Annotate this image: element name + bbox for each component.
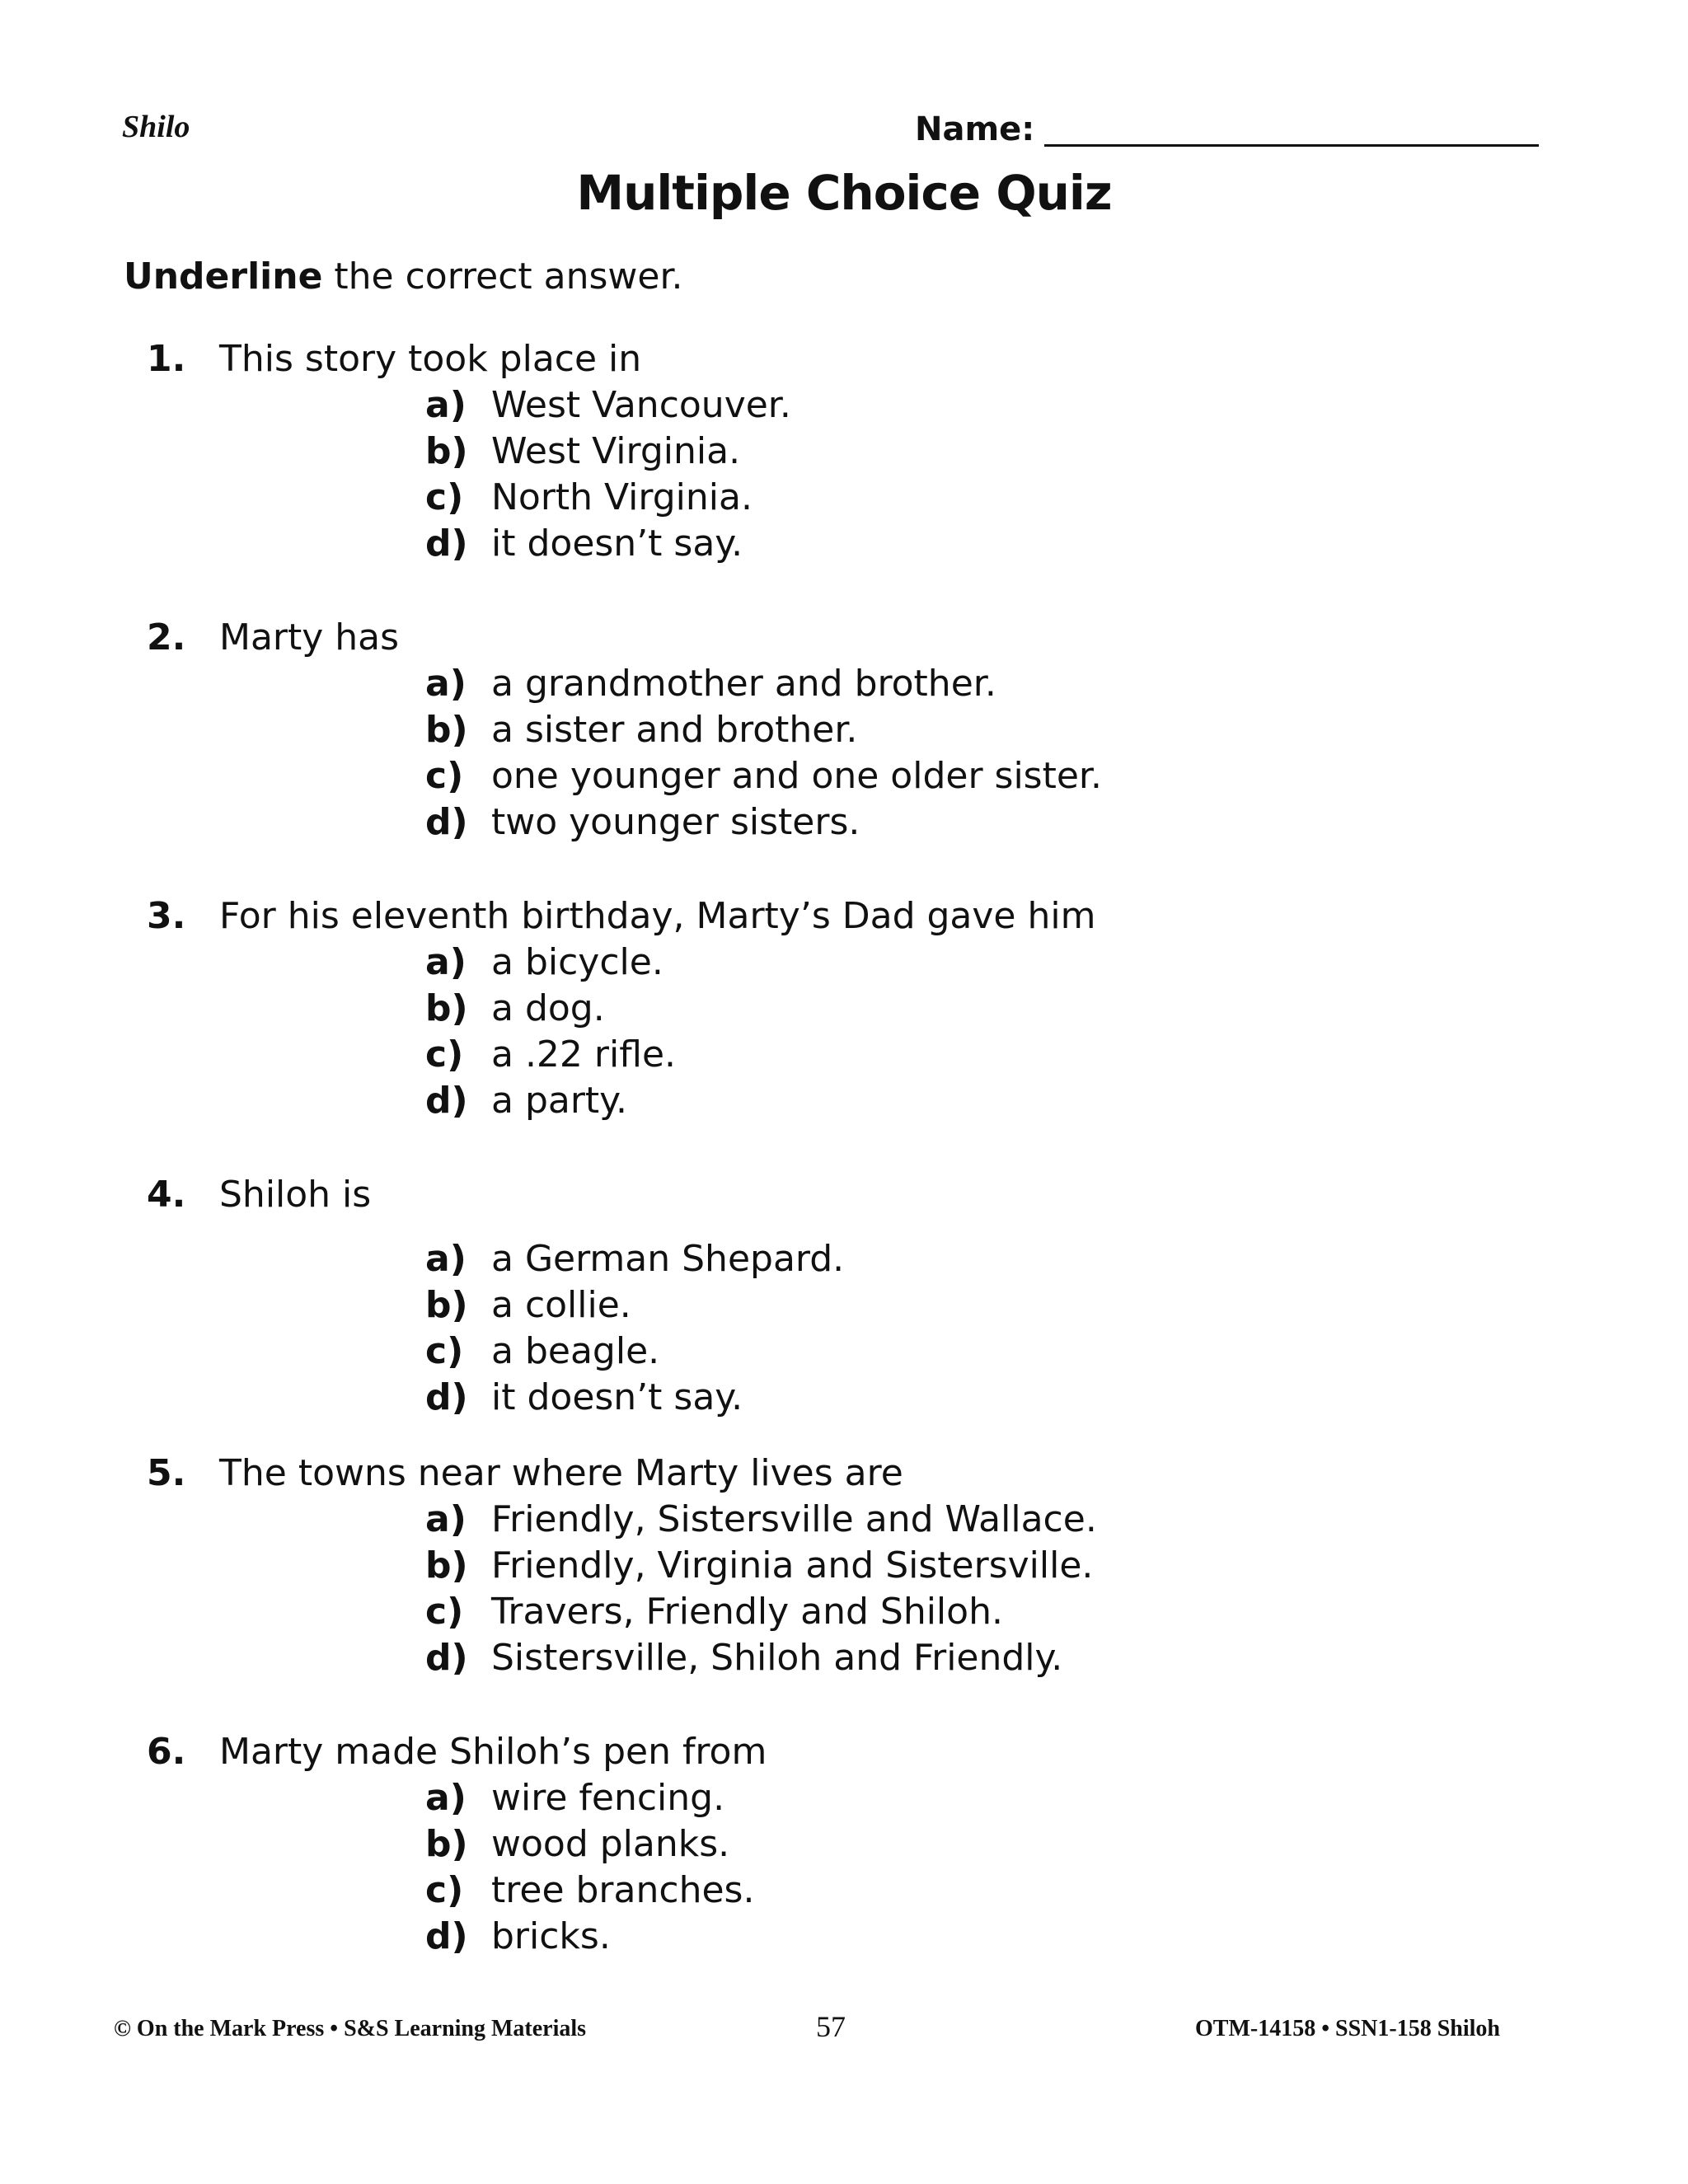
option-b[interactable] — [425, 986, 676, 1032]
option-text: tree branches. — [491, 1869, 755, 1911]
option-letter: a) — [425, 1777, 467, 1819]
page-number: 57 — [816, 2010, 846, 2043]
option-list — [425, 382, 791, 567]
option-text: wire fencing. — [491, 1777, 725, 1819]
option-b[interactable] — [425, 1543, 1097, 1589]
option-letter: a) — [425, 663, 467, 705]
option-letter: c) — [425, 1330, 464, 1372]
option-letter: d) — [425, 1915, 468, 1957]
page-title: Multiple Choice Quiz — [576, 165, 1112, 221]
option-letter: a) — [425, 1498, 467, 1540]
option-c[interactable] — [425, 1329, 844, 1375]
option-d[interactable] — [425, 521, 791, 567]
question-text: Marty made Shiloh’s pen from — [219, 1731, 767, 1773]
option-text: two younger sisters. — [491, 801, 860, 843]
option-text: a party. — [491, 1080, 627, 1122]
option-letter: b) — [425, 1284, 468, 1326]
question-text: Marty has — [219, 616, 400, 658]
footer-product-code: OTM-14158 • SSN1-158 Shiloh — [1195, 2016, 1500, 2041]
option-c[interactable] — [425, 475, 791, 521]
option-letter: c) — [425, 1033, 464, 1076]
option-list — [425, 940, 676, 1124]
instruction-rest: the correct answer. — [322, 255, 683, 298]
option-letter: c) — [425, 755, 464, 797]
option-c[interactable] — [425, 1032, 676, 1078]
question-number: 6. — [147, 1731, 186, 1773]
option-letter: a) — [425, 1238, 467, 1280]
option-text: West Virginia. — [491, 430, 741, 472]
option-b[interactable] — [425, 707, 1102, 753]
option-list — [425, 1236, 844, 1421]
option-text: North Virginia. — [491, 476, 753, 518]
option-letter: c) — [425, 476, 464, 518]
option-text: Friendly, Virginia and Sistersville. — [491, 1544, 1094, 1586]
option-text: bricks. — [491, 1915, 611, 1957]
option-text: a grandmother and brother. — [491, 663, 996, 705]
option-letter: b) — [425, 1544, 468, 1586]
option-text: it doesn’t say. — [491, 523, 743, 565]
option-letter: a) — [425, 941, 467, 983]
option-letter: d) — [425, 1080, 468, 1122]
option-a[interactable] — [425, 382, 791, 429]
instruction-emphasis: Underline — [124, 255, 323, 298]
book-title: Shilo — [122, 110, 190, 144]
option-letter: b) — [425, 987, 468, 1029]
option-text: wood planks. — [491, 1823, 730, 1865]
option-letter: d) — [425, 1376, 468, 1418]
instruction-text — [124, 255, 683, 298]
option-text: a bicycle. — [491, 941, 663, 983]
option-text: Sistersville, Shiloh and Friendly. — [491, 1637, 1063, 1679]
option-text: a beagle. — [491, 1330, 660, 1372]
option-list — [425, 1497, 1097, 1681]
option-a[interactable] — [425, 661, 1102, 707]
option-text: a dog. — [491, 987, 605, 1029]
question-number: 4. — [147, 1174, 186, 1216]
option-text: one younger and one older sister. — [491, 755, 1102, 797]
option-letter: b) — [425, 709, 468, 751]
option-a[interactable] — [425, 1775, 754, 1821]
question-text: The towns near where Marty lives are — [219, 1452, 903, 1494]
option-letter: c) — [425, 1869, 464, 1911]
option-text: West Vancouver. — [491, 384, 791, 426]
option-letter: d) — [425, 523, 468, 565]
option-letter: b) — [425, 1823, 468, 1865]
option-b[interactable] — [425, 429, 791, 475]
option-b[interactable] — [425, 1282, 844, 1329]
option-a[interactable] — [425, 1236, 844, 1282]
option-d[interactable] — [425, 1914, 754, 1960]
option-text: a collie. — [491, 1284, 631, 1326]
question-number: 5. — [147, 1452, 186, 1494]
option-letter: c) — [425, 1591, 464, 1633]
option-d[interactable] — [425, 1078, 676, 1124]
option-c[interactable] — [425, 1868, 754, 1914]
question-text: For his eleventh birthday, Marty’s Dad gave him — [219, 895, 1096, 937]
option-a[interactable] — [425, 940, 676, 986]
name-blank-line[interactable] — [1044, 144, 1539, 147]
option-a[interactable] — [425, 1497, 1097, 1543]
option-letter: d) — [425, 801, 468, 843]
name-label: Name: — [915, 110, 1035, 148]
question-number: 1. — [147, 338, 186, 380]
option-list — [425, 1775, 754, 1960]
option-letter: b) — [425, 430, 468, 472]
question-number: 2. — [147, 616, 186, 658]
option-text: Travers, Friendly and Shiloh. — [491, 1591, 1003, 1633]
option-text: a German Shepard. — [491, 1238, 845, 1280]
option-d[interactable] — [425, 1375, 844, 1421]
question-text: Shiloh is — [219, 1174, 372, 1216]
option-d[interactable] — [425, 799, 1102, 846]
option-b[interactable] — [425, 1821, 754, 1868]
name-field — [915, 105, 1539, 153]
option-text: a sister and brother. — [491, 709, 858, 751]
option-d[interactable] — [425, 1635, 1097, 1681]
option-text: it doesn’t say. — [491, 1376, 743, 1418]
option-c[interactable] — [425, 753, 1102, 799]
option-text: Friendly, Sistersville and Wallace. — [491, 1498, 1097, 1540]
option-letter: d) — [425, 1637, 468, 1679]
question-number: 3. — [147, 895, 186, 937]
option-text: a .22 rifle. — [491, 1033, 676, 1076]
option-list — [425, 661, 1102, 846]
footer-copyright: © On the Mark Press • S&S Learning Materials — [114, 2016, 587, 2041]
question-text: This story took place in — [219, 338, 642, 380]
option-letter: a) — [425, 384, 467, 426]
option-c[interactable] — [425, 1589, 1097, 1635]
